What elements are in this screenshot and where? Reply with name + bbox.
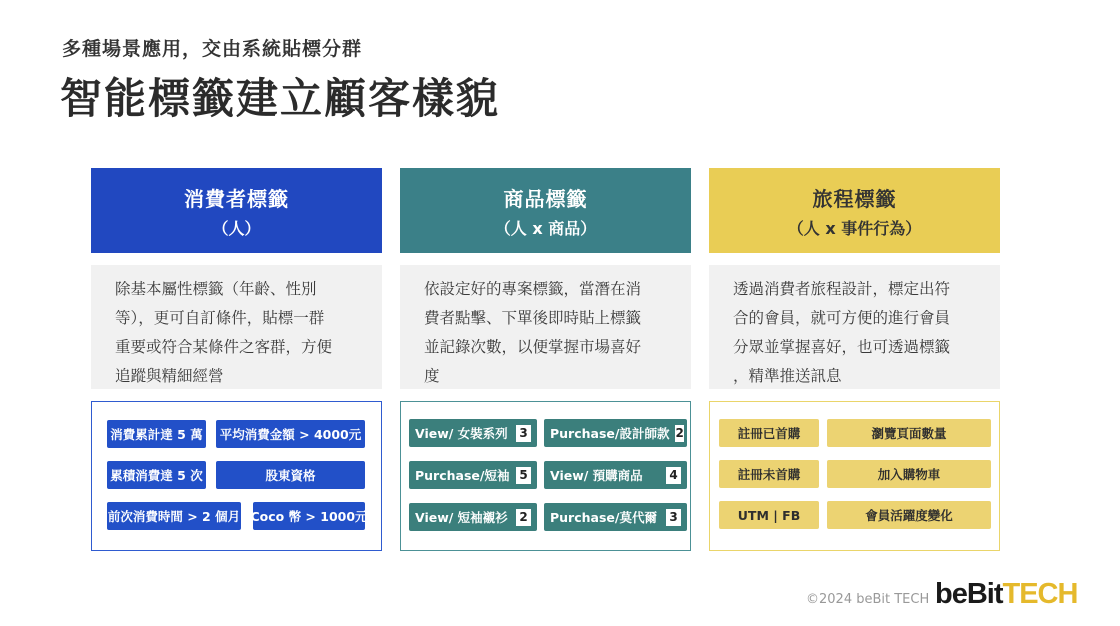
tag-chip: 加入購物車 [827,460,991,488]
desc-line: 透過消費者旅程設計，標定出符 [733,280,951,298]
desc-line: 追蹤與精細經營 [115,367,224,385]
tag-label: Purchase/設計師款 [550,426,670,441]
tag-chip: 註冊未首購 [719,460,819,488]
product-tag-box [400,401,691,551]
tag-count: 3 [666,509,681,526]
tag-chip [544,503,687,531]
column-title: 商品標籤 [503,186,588,211]
tag-chip: 註冊已首購 [719,419,819,447]
logo-part-bebit: beBit [935,578,1003,610]
column-subtitle: （人） [212,218,261,238]
page-subtitle: 多種場景應用，交由系統貼標分群 [62,38,363,60]
tag-count: 5 [516,467,531,484]
desc-line: 除基本屬性標籤（年齡、性別 [115,280,317,298]
tag-chip: 消費累計達 5 萬 [107,420,206,448]
product-tags-description [400,265,691,389]
desc-line: 度 [424,367,440,385]
tag-label: Purchase/短袖 [415,468,510,483]
tag-chip: Coco 幣 > 1000元 [253,502,365,530]
desc-line: 並記錄次數，以便掌握市場喜好 [424,338,642,356]
tag-chip [409,503,537,531]
column-subtitle: （人 x 商品） [494,218,597,238]
tag-label: Purchase/莫代爾 [550,510,657,525]
journey-tags-column [709,168,1000,551]
tag-label: View/ 短袖襯衫 [415,510,508,525]
desc-line: 依設定好的專案標籤，當潛在消 [424,280,642,298]
desc-line: ，精準推送訊息 [733,367,842,385]
tag-chip: 會員活躍度變化 [827,501,991,529]
tag-chip: 前次消費時間 > 2 個月 [107,502,241,530]
column-title: 旅程標籤 [812,186,897,211]
tag-chip [544,461,687,489]
tag-chip: UTM | FB [719,501,819,529]
copyright-text: ©2024 beBit TECH [806,592,930,607]
tag-count: 3 [516,425,531,442]
consumer-tags-header [91,168,382,253]
journey-tags-header [709,168,1000,253]
tag-count: 2 [675,426,684,440]
tag-label: View/ 女裝系列 [415,426,508,441]
tag-chip: 股東資格 [216,461,365,489]
product-tags-header [400,168,691,253]
desc-line: 等），更可自訂條件，貼標一群 [115,309,325,327]
tag-chip: 瀏覽頁面數量 [827,419,991,447]
tag-chip: 累積消費達 5 次 [107,461,206,489]
column-title: 消費者標籤 [184,186,289,211]
column-subtitle: （人 x 事件行為） [787,218,922,238]
journey-tags-description [709,265,1000,389]
bebit-tech-logo [935,578,1077,611]
desc-line: 分眾並掌握喜好，也可透過標籤 [733,338,951,356]
desc-line: 合的會員，就可方便的進行會員 [733,309,951,327]
desc-line: 費者點擊、下單後即時貼上標籤 [424,309,642,327]
page-title: 智能標籤建立顧客樣貌 [60,74,501,123]
product-tags-column [400,168,691,551]
tag-count: 4 [666,467,681,484]
tag-label: View/ 預購商品 [550,468,643,483]
consumer-tags-description [91,265,382,389]
tag-chip: 平均消費金額 > 4000元 [216,420,365,448]
journey-tag-box [709,401,1000,551]
consumer-tags-column [91,168,382,551]
tag-chip [544,419,687,447]
consumer-tag-box [91,401,382,551]
desc-line: 重要或符合某條件之客群，方便 [115,338,333,356]
tag-chip [409,419,537,447]
tag-chip [409,461,537,489]
logo-part-tech: TECH [1002,578,1078,610]
tag-count: 2 [516,509,531,526]
